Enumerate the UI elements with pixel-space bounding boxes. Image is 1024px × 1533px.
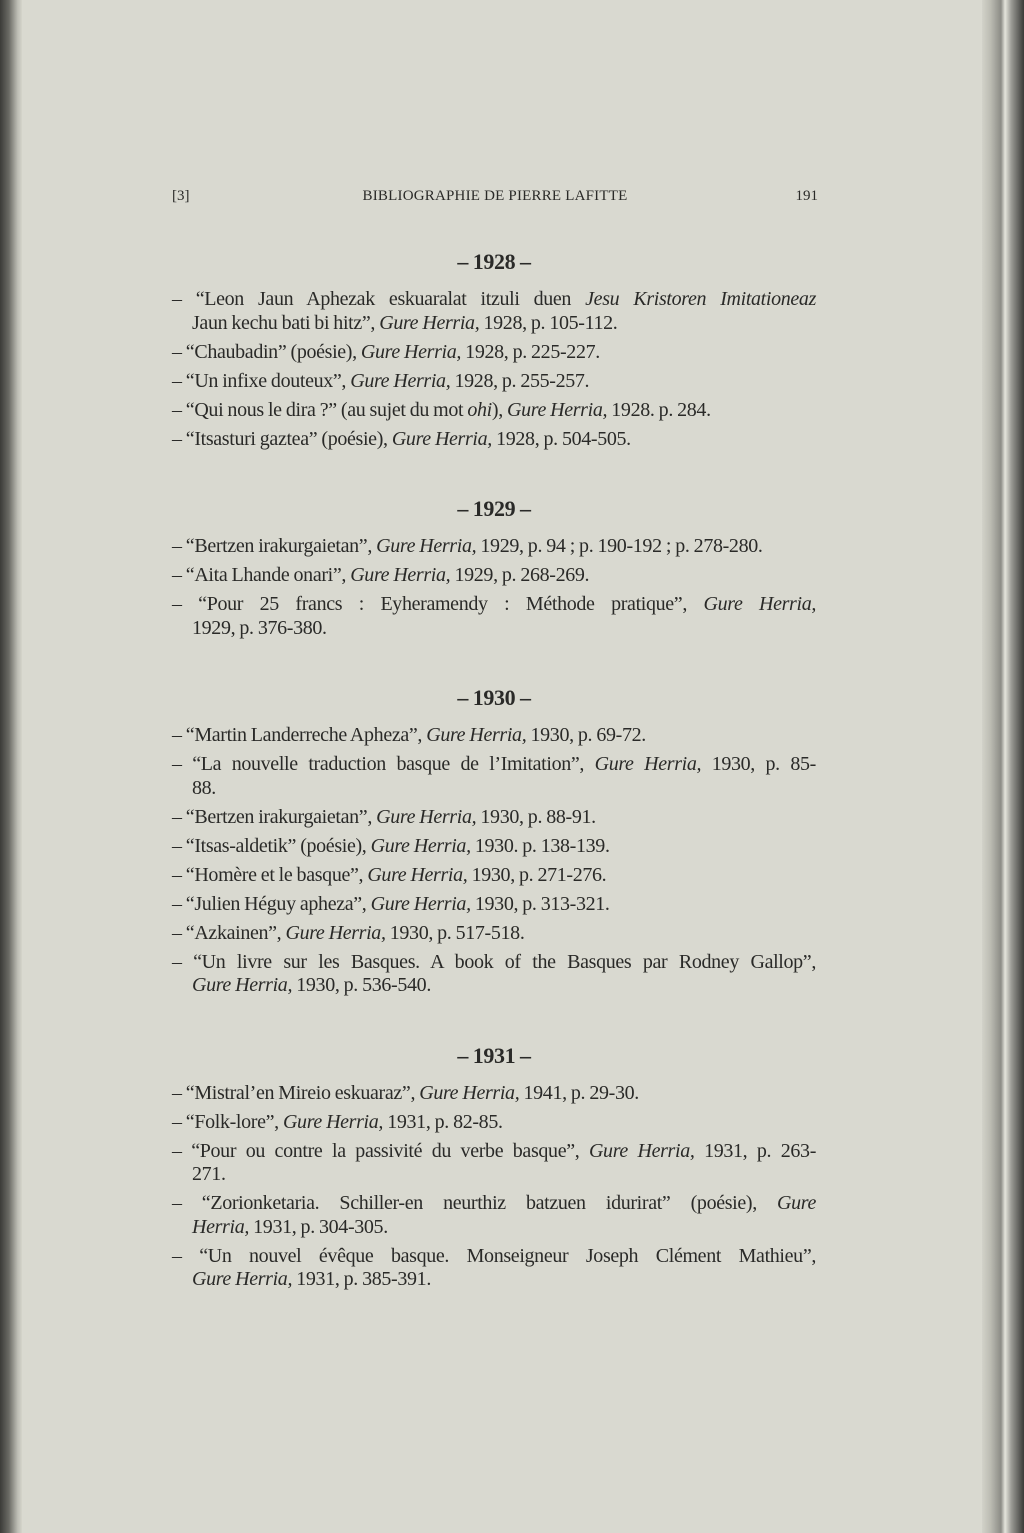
journal-title: Gure Herria, [376, 535, 477, 557]
entry-text: – “Pour ou contre la passivité du verbe basque”, [172, 1139, 589, 1162]
journal-title: Gure Herria, [285, 921, 386, 944]
entry-text: – “Martin Landerreche Apheza”, [172, 724, 427, 746]
year-section [172, 1042, 816, 1292]
entry-text: 1929, p. 268-269. [450, 564, 590, 586]
bibliography-entry [172, 535, 816, 559]
bibliography-entry [172, 806, 816, 830]
entry-text: – “Aita Lhande onari”, [172, 564, 351, 586]
entry-text: 1928. p. 284. [607, 398, 711, 421]
journal-title: Gure Herria, [192, 974, 293, 996]
entry-text: 1930, p. 69-72. [526, 724, 646, 746]
entry-line [172, 974, 816, 998]
journal-title: Gure Herria, [588, 1139, 695, 1162]
entry-text: – “Azkainen”, [172, 921, 286, 944]
entry-text: 1930, p. 313-321. [470, 892, 610, 915]
entry-line [172, 288, 816, 312]
entry-text: – “Homère et le basque”, [172, 863, 368, 886]
running-title: BIBLIOGRAPHIE DE PIERRE LAFITTE [362, 188, 628, 204]
entry-line [172, 753, 816, 777]
bibliography-entry [172, 1082, 816, 1106]
journal-title: Gure Herria, [350, 369, 451, 392]
journal-title: Gure Herria, [370, 834, 471, 857]
entry-text: – “Julien Héguy apheza”, [172, 892, 371, 915]
bibliography-entry [172, 922, 816, 946]
entry-text: 88. [192, 776, 216, 799]
entry-text: – “Zorionketaria. Schiller-en neurthiz batzuen idurirat” (poésie), [172, 1192, 778, 1214]
journal-title: Gure Herria, [594, 753, 702, 775]
bibliography-entry [172, 1245, 816, 1292]
entry-text: 1928, p. 105-112. [479, 311, 618, 334]
entry-line [172, 1192, 816, 1216]
entry-line [172, 341, 816, 365]
entry-text: 1931, p. 263- [694, 1139, 817, 1162]
running-header [172, 188, 818, 210]
year-heading: – 1929 – [457, 496, 531, 521]
journal-title: Gure Herria, [367, 863, 468, 886]
bibliography-entry [172, 753, 816, 800]
year-section [172, 684, 816, 998]
entry-line [172, 1245, 816, 1269]
journal-title: Gure Herria, [379, 311, 480, 334]
entry-text: 1928, p. 225-227. [461, 340, 600, 363]
entry-line [172, 428, 816, 452]
entry-text: Jaun kechu bati bi hitz”, [192, 311, 380, 334]
year-heading: – 1931 – [457, 1042, 531, 1068]
entry-text: – “Chaubadin” (poésie), [172, 340, 361, 363]
entry-line [172, 922, 816, 946]
bibliography-entry [172, 428, 816, 452]
entry-text: – “Itsas-aldetik” (poésie), [172, 834, 371, 857]
entry-text: 1931, p. 385-391. [292, 1268, 431, 1290]
entry-text: – “Bertzen irakurgaietan”, [172, 805, 377, 828]
bibliography-entry [172, 1111, 816, 1135]
entry-text: 1930. p. 138-139. [470, 834, 610, 857]
journal-title: Jesu Kristoren Imitationeaz [585, 288, 817, 310]
bibliography-body [172, 248, 816, 1336]
entry-text: 1931, p. 304-305. [249, 1215, 388, 1238]
entry-line [172, 724, 816, 748]
bibliography-entry [172, 564, 816, 588]
bibliography-entry [172, 724, 816, 748]
entry-line [172, 806, 816, 830]
entry-line [172, 1111, 816, 1135]
entry-text: – “Bertzen irakurgaietan”, [172, 535, 377, 557]
journal-title: Gure Herria, [192, 1268, 293, 1290]
entry-line [172, 1268, 816, 1292]
journal-title: Gure Herria, [507, 398, 608, 421]
entry-line [172, 835, 816, 859]
journal-title: Gure Herria, [376, 805, 477, 828]
journal-title: Gure Herria, [426, 724, 527, 746]
bibliography-entry [172, 1140, 816, 1187]
entry-line [172, 399, 816, 423]
entry-text: 1930, p. 517-518. [385, 921, 525, 944]
entry-text: – “Un livre sur les Basques. A book of the Basques par Rodney Gallop”, [172, 950, 816, 973]
bibliography-entry [172, 951, 816, 998]
entry-text: – “Un nouvel évêque basque. Monseigneur Joseph Clément Mathieu”, [172, 1244, 816, 1267]
entry-line [172, 593, 816, 617]
entry-text: – “Qui nous le dira ?” (au sujet du mot [172, 398, 468, 421]
journal-title: Gure Herria, [360, 340, 462, 363]
entry-text: 1930, p. 271-276. [467, 863, 607, 886]
year-section [172, 248, 816, 451]
entry-text: – “Pour 25 francs : Eyheramendy : Méthode pratique”, [172, 593, 704, 615]
journal-title: Gure [777, 1192, 816, 1214]
entry-text: – “Leon Jaun Aphezak eskuaralat itzuli duen [172, 288, 586, 310]
journal-title: Gure Herria, [391, 427, 492, 450]
bibliography-entry [172, 399, 816, 423]
bibliography-entry [172, 1192, 816, 1239]
bibliography-entry [172, 341, 816, 365]
journal-title: Gure Herria, [419, 1081, 520, 1104]
bibliography-entry [172, 593, 816, 640]
entry-text: – “Un infixe douteux”, [172, 369, 351, 392]
journal-title: Gure Herria, [370, 892, 471, 915]
entry-text: 1931, p. 82-85. [383, 1110, 503, 1133]
journal-title: Gure Herria, [350, 564, 451, 586]
entry-text: 271. [192, 1163, 226, 1185]
section-number: [3] [172, 188, 190, 204]
entry-text: 1930, p. 536-540. [292, 974, 431, 996]
entry-text: 1930, p. 85- [701, 753, 816, 775]
journal-title: Herria, [192, 1215, 249, 1238]
entry-text: – “Mistral’en Mireio eskuaraz”, [172, 1081, 420, 1104]
bibliography-entry [172, 835, 816, 859]
year-section [172, 495, 816, 640]
year-heading: – 1928 – [457, 249, 531, 274]
entry-text: – “Folk-lore”, [172, 1110, 283, 1133]
bibliography-entry [172, 288, 816, 335]
entry-text: ), [491, 398, 508, 421]
journal-title: Gure Herria, [703, 593, 816, 615]
entry-line [172, 1163, 816, 1187]
entry-text: 1930, p. 88-91. [476, 805, 596, 828]
entry-text: 1928, p. 504-505. [491, 427, 631, 450]
bibliography-entry [172, 864, 816, 888]
entry-line [172, 370, 816, 394]
entry-text: 1928, p. 255-257. [450, 369, 590, 392]
entry-text: 1941, p. 29-30. [519, 1081, 639, 1104]
entry-line [172, 1082, 816, 1106]
book-gutter-shadow [0, 0, 22, 1533]
entry-line [172, 1140, 816, 1164]
bibliography-entry [172, 893, 816, 917]
entry-line [172, 951, 816, 975]
entry-text: 1929, p. 376-380. [192, 616, 327, 639]
entry-line [172, 864, 816, 888]
journal-title: ohi [467, 398, 492, 421]
entry-line [172, 564, 816, 588]
bibliography-entry [172, 370, 816, 394]
entry-line [172, 312, 816, 336]
entry-line [172, 893, 816, 917]
page-number: 191 [795, 188, 818, 204]
entry-line [172, 535, 816, 559]
journal-title: Gure Herria, [282, 1110, 384, 1133]
entry-text: 1929, p. 94 ; p. 190-192 ; p. 278-280. [476, 535, 763, 557]
year-heading: – 1930 – [457, 685, 531, 710]
entry-line [172, 777, 816, 801]
entry-text: – “Itsasturi gaztea” (poésie), [172, 427, 392, 450]
entry-line [172, 1216, 816, 1240]
entry-line [172, 617, 816, 641]
entry-text: – “La nouvelle traduction basque de l’Imitation”, [172, 753, 595, 775]
page-edge-stack [982, 0, 1024, 1533]
